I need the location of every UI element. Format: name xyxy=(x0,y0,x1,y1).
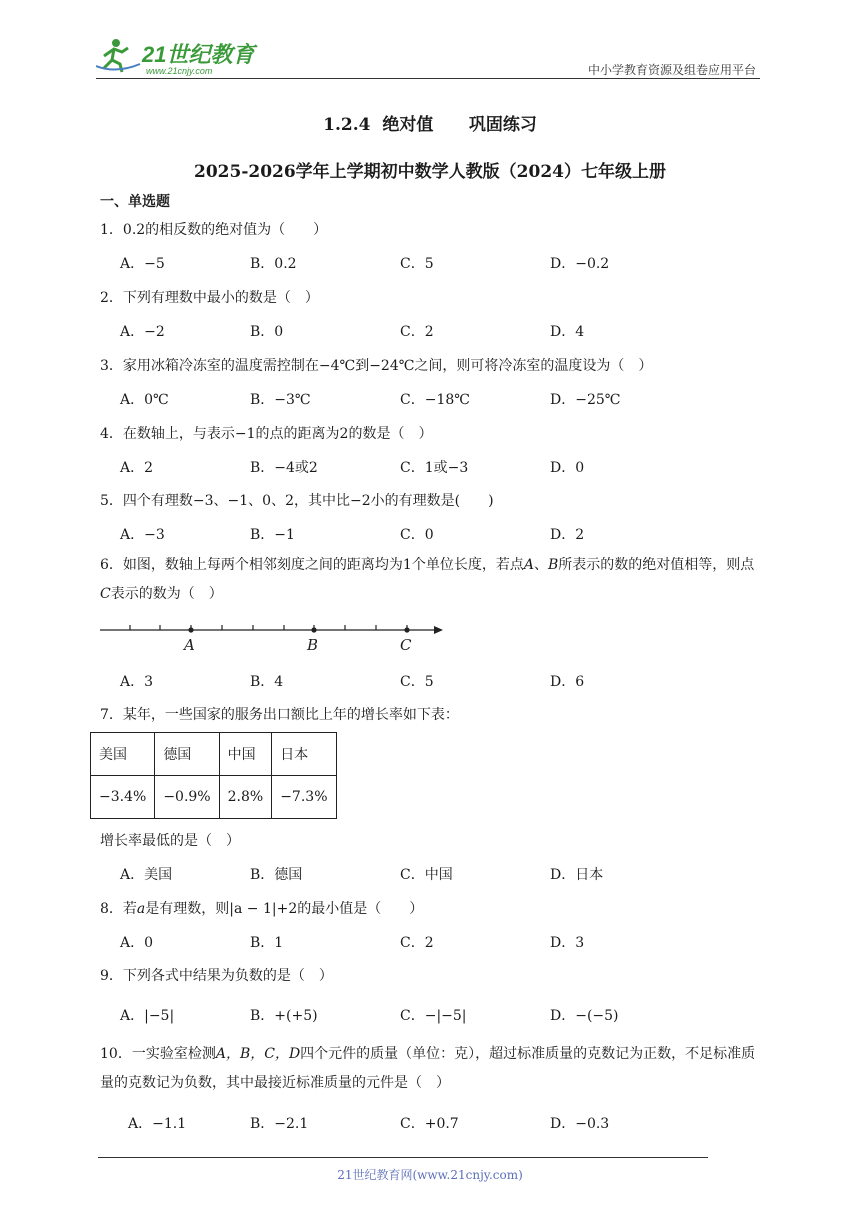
question-9-option-c[interactable]: C．−|−5| xyxy=(400,1008,467,1024)
question-5-option-c[interactable]: C．0 xyxy=(400,527,434,543)
question-2-option-c[interactable]: C．2 xyxy=(400,324,434,340)
question-10-stem: 10．一实验室检测A，B，C，D四个元件的质量（单位：克），超过标准质量的克数记为正数，不足标准质量的克数记为负数，其中最接近标准质量的元件是（ ） xyxy=(100,1046,756,1091)
question-8-option-b[interactable]: B．1 xyxy=(250,935,284,951)
question-10-option-b[interactable]: B．−2.1 xyxy=(250,1116,309,1132)
question-3-option-a[interactable]: A．0℃ xyxy=(120,392,169,408)
question-2-option-a[interactable]: A．−2 xyxy=(120,324,165,340)
question-9-option-d[interactable]: D．−(−5) xyxy=(550,1008,619,1024)
question-6-option-a[interactable]: A．3 xyxy=(120,674,154,690)
question-7-option-d[interactable]: D．日本 xyxy=(550,867,604,883)
runner-icon xyxy=(96,39,140,72)
point-a xyxy=(188,627,193,632)
question-9-stem: 9．下列各式中结果为负数的是（ ） xyxy=(100,968,333,984)
question-10-option-a[interactable]: A．−1.1 xyxy=(128,1116,187,1132)
question-8-stem: 8．若a是有理数，则|a − 1|+2的最小值是（ ） xyxy=(100,901,424,917)
footer-divider xyxy=(98,1157,708,1158)
question-6-option-b[interactable]: B．4 xyxy=(250,674,284,690)
header-platform-text: 中小学教育资源及组卷应用平台 xyxy=(587,63,756,77)
page-title: 1.2.4 绝对值 巩固练习 xyxy=(323,115,537,135)
table-row xyxy=(91,776,337,819)
question-4-option-b[interactable]: B．−4或2 xyxy=(250,460,318,476)
point-b xyxy=(311,627,316,632)
question-6-option-d[interactable]: D．6 xyxy=(550,674,585,690)
section-heading: 一、单选题 xyxy=(100,194,170,210)
question-7-stem: 7．某年，一些国家的服务出口额比上年的增长率如下表： xyxy=(100,707,459,723)
question-3-option-c[interactable]: C．−18℃ xyxy=(400,392,470,408)
question-1-option-d[interactable]: D．−0.2 xyxy=(550,256,610,272)
point-c xyxy=(404,627,409,632)
question-10-option-c[interactable]: C．+0.7 xyxy=(400,1116,459,1132)
question-4-option-a[interactable]: A．2 xyxy=(120,460,154,476)
table-header-cell: 日本 xyxy=(272,733,336,776)
question-5-stem: 5．四个有理数−3、−1、0、2，其中比−2小的有理数是( ) xyxy=(100,493,494,509)
question-5-option-a[interactable]: A．−3 xyxy=(120,527,165,543)
question-4-option-c[interactable]: C．1或−3 xyxy=(400,460,469,476)
question-5-option-b[interactable]: B．−1 xyxy=(250,527,295,543)
question-5-option-d[interactable]: D．2 xyxy=(550,527,585,543)
number-line-figure xyxy=(98,620,448,656)
question-2-option-d[interactable]: D．4 xyxy=(550,324,585,340)
question-10-option-d[interactable]: D．−0.3 xyxy=(550,1116,610,1132)
logo-text: 21世纪教育 xyxy=(142,42,255,67)
label-c: C xyxy=(400,636,412,654)
number-line-arrow xyxy=(434,626,443,634)
question-2-option-b[interactable]: B．0 xyxy=(250,324,284,340)
logo-url: www.21cnjy.com xyxy=(146,66,213,76)
question-4-stem: 4．在数轴上，与表示−1的点的距离为2的数是（ ） xyxy=(100,426,433,442)
absolute-value-expression: |a − 1|+2 xyxy=(229,901,298,917)
question-1-option-a[interactable]: A．−5 xyxy=(120,256,165,272)
question-9-option-b[interactable]: B．+(+5) xyxy=(250,1008,318,1024)
question-4-option-d[interactable]: D．0 xyxy=(550,460,585,476)
question-7-followup: 增长率最低的是（ ） xyxy=(100,833,240,849)
number-line-ticks xyxy=(130,625,407,630)
question-8-option-d[interactable]: D．3 xyxy=(550,935,585,951)
question-3-option-b[interactable]: B．−3℃ xyxy=(250,392,311,408)
growth-rate-table xyxy=(90,732,337,819)
question-8-option-c[interactable]: C．2 xyxy=(400,935,434,951)
question-7-option-b[interactable]: B．德国 xyxy=(250,867,303,883)
table-header-cell: 德国 xyxy=(155,733,219,776)
question-7-option-c[interactable]: C．中国 xyxy=(400,867,453,883)
question-1-option-c[interactable]: C．5 xyxy=(400,256,434,272)
table-cell: 2.8% xyxy=(219,776,272,819)
question-6-option-c[interactable]: C．5 xyxy=(400,674,434,690)
site-logo xyxy=(96,36,266,78)
label-b: B xyxy=(307,636,319,654)
question-3-stem: 3．家用冰箱冷冻室的温度需控制在−4℃到−24℃之间，则可将冷冻室的温度设为（ ） xyxy=(100,358,653,374)
footer-link[interactable]: 21世纪教育网(www.21cnjy.com) xyxy=(337,1168,523,1182)
question-6-stem: 6．如图，数轴上每两个相邻刻度之间的距离均为1个单位长度，若点A、B所表示的数的绝对值相等，则点C表示的数为（ ） xyxy=(100,557,755,602)
page-subtitle: 2025-2026学年上学期初中数学人教版（2024）七年级上册 xyxy=(194,162,666,182)
header-divider xyxy=(96,78,760,79)
table-header-cell: 美国 xyxy=(91,733,155,776)
question-2-stem: 2．下列有理数中最小的数是（ ） xyxy=(100,290,319,306)
question-1-option-b[interactable]: B．0.2 xyxy=(250,256,297,272)
table-cell: −0.9% xyxy=(155,776,219,819)
table-cell: −3.4% xyxy=(91,776,155,819)
question-7-option-a[interactable]: A．美国 xyxy=(120,867,173,883)
question-8-option-a[interactable]: A．0 xyxy=(120,935,154,951)
table-header-cell: 中国 xyxy=(219,733,272,776)
label-a: A xyxy=(184,636,195,654)
table-cell: −7.3% xyxy=(272,776,336,819)
question-3-option-d[interactable]: D．−25℃ xyxy=(550,392,621,408)
question-1-stem: 1．0.2的相反数的绝对值为（ ） xyxy=(100,222,328,238)
question-9-option-a[interactable]: A．|−5| xyxy=(120,1008,175,1024)
table-header-row xyxy=(91,733,337,776)
